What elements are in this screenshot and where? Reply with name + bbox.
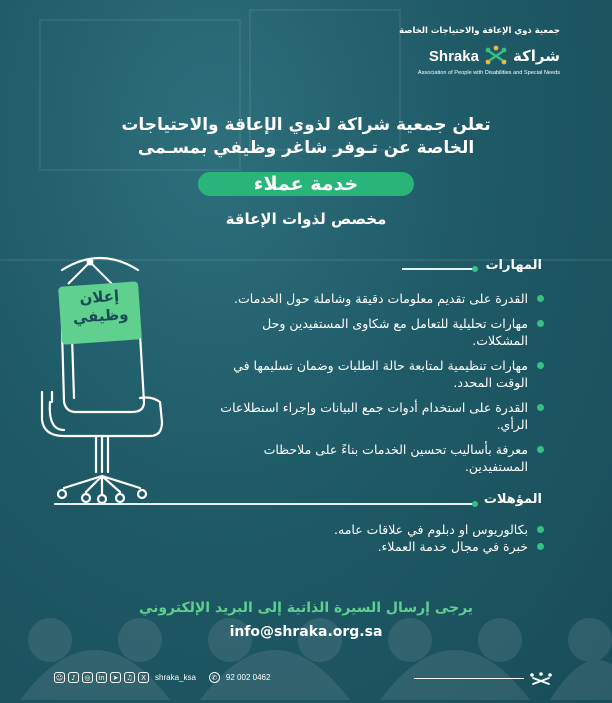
bullet-icon	[537, 526, 544, 533]
qualification-text: بكالوريوس او دبلوم في علاقات عامه.	[334, 522, 528, 537]
qualifications-divider-dot	[472, 501, 478, 507]
list-item	[214, 521, 544, 538]
phone-number[interactable]: 92 002 0462	[225, 673, 271, 682]
bullet-icon	[537, 543, 544, 550]
job-title: خدمة عملاء	[253, 173, 359, 195]
skill-text: القدرة على تقديم معلومات دقيقة وشاملة حول الخدمات.	[234, 291, 528, 306]
list-item	[214, 357, 544, 391]
job-ad-sign	[59, 285, 141, 328]
target-audience-subtitle: مخصص لذوات الإعاقة	[225, 210, 387, 228]
logo-org-name-ar: جمعية ذوي الإعاقة والاحتياجات الخاصة	[399, 26, 560, 36]
whatsapp-icon[interactable]: ✆	[209, 672, 220, 683]
email-link[interactable]: info@shraka.org.sa	[229, 624, 383, 640]
cv-instruction: يرجى إرسال السيرة الذاتية إلى البريد الإلكتروني	[138, 600, 474, 616]
bullet-icon	[537, 362, 544, 369]
people-circle-icon	[483, 45, 509, 67]
tiktok-icon[interactable]: ♪	[68, 672, 79, 683]
logo-mark-icon	[528, 672, 554, 686]
instagram-icon[interactable]: ◎	[82, 672, 93, 683]
snapchat-icon[interactable]: ☺	[55, 674, 64, 682]
bullet-icon	[537, 404, 544, 411]
skill-text: مهارات تحليلية للتعامل مع شكاوى المستفيدين وحل المشكلات.	[262, 316, 528, 348]
footer	[0, 672, 612, 688]
announcement-headline	[0, 114, 612, 160]
list-item	[214, 290, 544, 307]
list-item	[214, 538, 544, 555]
social-handle[interactable]: shraka_ksa	[155, 673, 196, 682]
headline-line-1: تعلن جمعية شراكة لذوي الإعاقة والاحتياجات	[121, 115, 491, 135]
logo-org-name-en: Association of People with Disabilities and Special Needs	[417, 70, 560, 76]
footer-divider	[414, 678, 524, 679]
linkedin-icon[interactable]: in	[96, 672, 107, 683]
sign-line-1: إعلان	[78, 286, 120, 308]
qualifications-list	[214, 521, 544, 555]
telegram-icon[interactable]: ➤	[110, 672, 121, 683]
list-item	[214, 315, 544, 349]
qualification-text: خبرة في مجال خدمة العملاء.	[377, 539, 528, 554]
logo-brand-latin: Shraka	[428, 47, 479, 65]
skill-text: مهارات تنظيمية لمتابعة حالة الطلبات وضمان تسليمها في الوقت المحدد.	[233, 358, 528, 390]
qualifications-title: المؤهلات	[483, 492, 542, 507]
skills-title: المهارات	[485, 258, 542, 273]
x-icon[interactable]: X	[138, 672, 149, 683]
logo-brand-ar: شراكة	[512, 47, 560, 65]
skills-divider	[402, 268, 474, 270]
logo-brand	[429, 44, 560, 68]
skill-text: معرفة بأساليب تحسين الخدمات بناءً على ملاحظات المستفيدين.	[263, 442, 528, 474]
qualifications-divider	[54, 503, 474, 505]
skills-list	[214, 290, 544, 483]
bullet-icon	[537, 295, 544, 302]
skill-text: القدرة على استخدام أدوات جمع البيانات وإجراء استطلاعات الرأي.	[220, 400, 528, 432]
social-links	[54, 672, 270, 683]
list-item	[214, 399, 544, 433]
skills-divider-dot	[472, 266, 478, 272]
organization-logo	[392, 24, 562, 80]
bullet-icon	[537, 446, 544, 453]
tiktok-icon[interactable]: ♫	[124, 672, 135, 683]
headline-line-2: الخاصة عن تـوفر شاغر وظيفي بمسـمى	[137, 138, 475, 158]
list-item	[214, 441, 544, 475]
bullet-icon	[537, 320, 544, 327]
sign-line-2: وظيفي	[72, 305, 129, 327]
job-title-pill	[198, 172, 414, 196]
